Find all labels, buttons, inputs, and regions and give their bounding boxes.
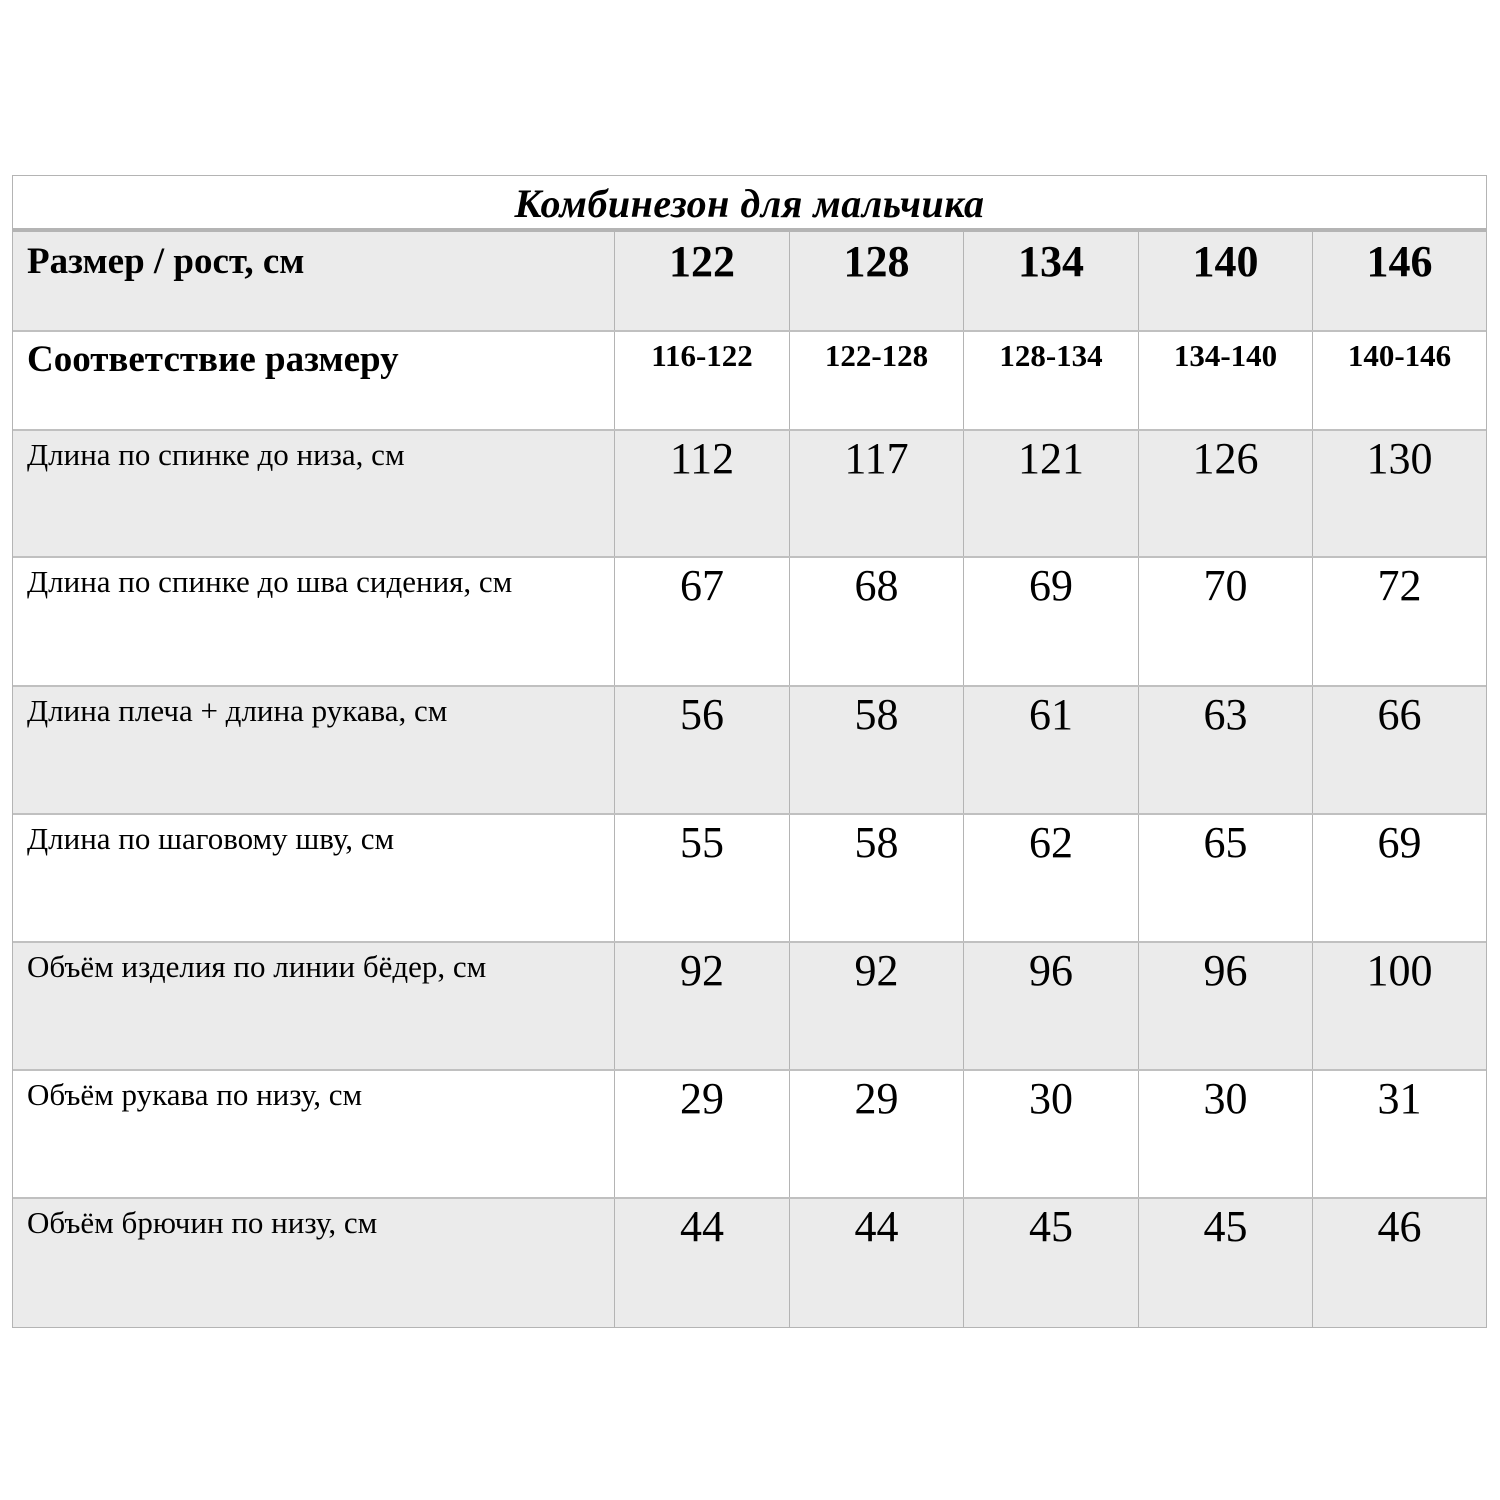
value-cell — [1138, 558, 1312, 685]
size-cell: 128 — [789, 232, 963, 330]
value-cell — [789, 687, 963, 813]
value-text: 68 — [854, 561, 899, 610]
value-text: 29 — [854, 1074, 899, 1123]
value-text: 44 — [854, 1202, 899, 1251]
value-text: 61 — [1029, 690, 1073, 739]
value-text: 56 — [680, 690, 724, 739]
size-header-row — [13, 232, 1486, 332]
row-label: Длина по спинке до шва сидения, см — [27, 564, 513, 599]
size-cell: 140 — [1138, 232, 1312, 330]
value-text: 58 — [854, 690, 899, 739]
value-text: 121 — [1018, 434, 1084, 483]
value-text: 67 — [680, 561, 724, 610]
value-cell — [963, 1071, 1138, 1197]
value-cell — [963, 558, 1138, 685]
value-cell — [1138, 687, 1312, 813]
value-cell — [614, 687, 789, 813]
value-text: 30 — [1203, 1074, 1248, 1123]
value-text: 46 — [1377, 1202, 1422, 1251]
size-table — [12, 175, 1487, 1328]
value-text: 92 — [680, 946, 724, 995]
value-cell — [1138, 431, 1312, 556]
value-text: 58 — [854, 818, 899, 867]
value-cell — [1138, 815, 1312, 941]
value-text: 45 — [1029, 1202, 1073, 1251]
row-label: Объём изделия по линии бёдер, см — [27, 949, 487, 984]
value-text: 72 — [1377, 561, 1422, 610]
value-cell — [1138, 1199, 1312, 1327]
value-cell — [614, 815, 789, 941]
value-text: 69 — [1029, 561, 1073, 610]
value-text: 69 — [1377, 818, 1422, 867]
value-cell — [614, 943, 789, 1069]
value-cell — [789, 815, 963, 941]
value-text: 45 — [1203, 1202, 1248, 1251]
value-cell — [1312, 431, 1486, 556]
value-cell — [614, 1199, 789, 1327]
range-cell: 140-146 — [1312, 332, 1486, 429]
value-text: 65 — [1203, 818, 1248, 867]
measurement-row — [13, 815, 1486, 943]
measurement-row — [13, 558, 1486, 687]
value-cell — [1312, 558, 1486, 685]
range-cell: 116-122 — [614, 332, 789, 429]
value-cell — [963, 687, 1138, 813]
range-cell: 128-134 — [963, 332, 1138, 429]
measurement-row — [13, 1071, 1486, 1199]
table-title: Комбинезон для мальчика — [13, 176, 1486, 232]
measurement-row — [13, 687, 1486, 815]
value-cell — [1312, 815, 1486, 941]
value-text: 117 — [844, 434, 909, 483]
value-cell — [963, 815, 1138, 941]
value-text: 30 — [1029, 1074, 1073, 1123]
row-label: Размер / рост, см — [27, 241, 305, 282]
value-text: 92 — [854, 946, 899, 995]
value-cell — [963, 1199, 1138, 1327]
size-cell: 146 — [1312, 232, 1486, 330]
value-cell — [614, 558, 789, 685]
value-text: 100 — [1366, 946, 1433, 995]
value-text: 66 — [1377, 690, 1422, 739]
value-text: 29 — [680, 1074, 724, 1123]
value-cell — [1312, 1071, 1486, 1197]
value-cell — [789, 943, 963, 1069]
value-text: 44 — [680, 1202, 724, 1251]
row-label: Объём брючин по низу, см — [27, 1205, 378, 1240]
value-cell — [789, 1071, 963, 1197]
value-text: 62 — [1029, 818, 1073, 867]
value-text: 96 — [1203, 946, 1248, 995]
row-label: Длина по шаговому шву, см — [27, 821, 395, 856]
value-text: 126 — [1192, 434, 1259, 483]
value-cell — [1312, 1199, 1486, 1327]
value-cell — [963, 943, 1138, 1069]
measurement-row — [13, 431, 1486, 558]
row-label: Объём рукава по низу, см — [27, 1077, 363, 1112]
value-cell — [1138, 943, 1312, 1069]
size-cell: 122 — [614, 232, 789, 330]
correspondence-row — [13, 332, 1486, 431]
measurement-row — [13, 943, 1486, 1071]
row-label: Длина плеча + длина рукава, см — [27, 693, 448, 728]
value-text: 63 — [1203, 690, 1248, 739]
row-label: Длина по спинке до низа, см — [27, 437, 405, 472]
value-cell — [1312, 687, 1486, 813]
value-text: 31 — [1377, 1074, 1422, 1123]
size-cell: 134 — [963, 232, 1138, 330]
value-cell — [614, 431, 789, 556]
value-text: 96 — [1029, 946, 1073, 995]
value-text: 70 — [1203, 561, 1248, 610]
measurement-row — [13, 1199, 1486, 1327]
range-cell: 122-128 — [789, 332, 963, 429]
value-text: 55 — [680, 818, 724, 867]
value-cell — [789, 1199, 963, 1327]
value-cell — [789, 431, 963, 556]
row-label: Соответствие размеру — [27, 339, 399, 380]
value-cell — [789, 558, 963, 685]
value-text: 112 — [669, 434, 735, 483]
value-cell — [1138, 1071, 1312, 1197]
value-cell — [1312, 943, 1486, 1069]
value-text: 130 — [1366, 434, 1433, 483]
value-cell — [614, 1071, 789, 1197]
value-cell — [963, 431, 1138, 556]
range-cell: 134-140 — [1138, 332, 1312, 429]
